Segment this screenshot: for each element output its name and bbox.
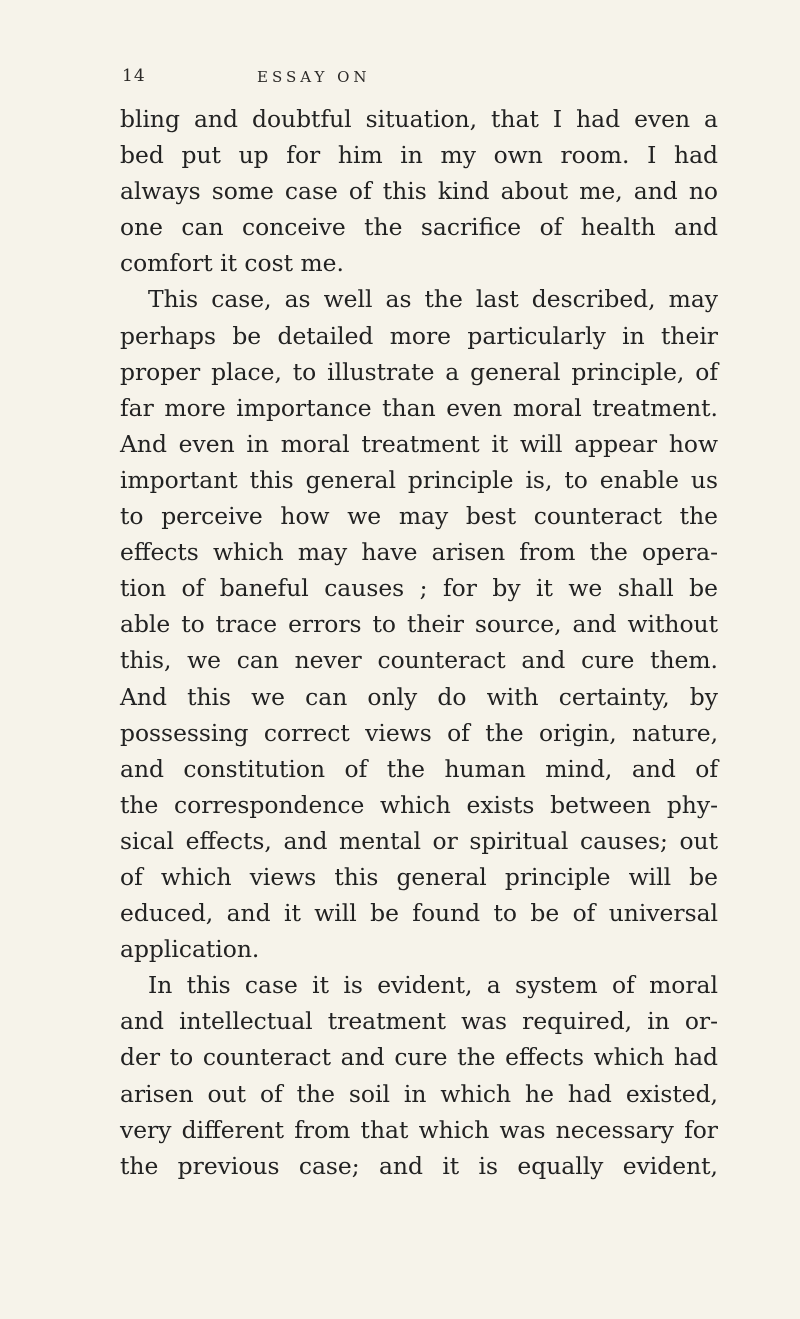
text-line: one can conceive the sacrifice of health and — [120, 213, 718, 242]
text-line: very different from that which was necessary for — [120, 1115, 718, 1144]
text-line: And even in moral treatment it will appear how — [120, 429, 718, 458]
text-line: important this general principle is, to enable us — [120, 465, 718, 494]
text-line: In this case it is evident, a system of moral — [148, 971, 718, 1000]
running-head — [122, 66, 712, 92]
text-line: always some case of this kind about me, and no — [120, 177, 718, 206]
text-line: tion of baneful causes ; for by it we shall be — [120, 574, 718, 603]
text-line: to perceive how we may best counteract the — [120, 502, 718, 531]
text-line: the correspondence which exists between phy- — [120, 790, 718, 819]
text-line: comfort it cost me. — [120, 249, 344, 278]
text-line: able to trace errors to their source, and without — [120, 610, 718, 639]
running-head-title: ESSAY ON — [257, 68, 371, 86]
text-line: arisen out of the soil in which he had existed, — [120, 1079, 718, 1108]
text-line: proper place, to illustrate a general principle, of — [120, 357, 718, 386]
text-line: educed, and it will be found to be of universal — [120, 899, 718, 928]
text-line: perhaps be detailed more particularly in their — [120, 321, 718, 350]
text-line: far more importance than even moral treatment. — [120, 393, 718, 422]
page-number: 14 — [122, 66, 146, 86]
text-line: this, we can never counteract and cure them. — [120, 646, 718, 675]
text-line: sical effects, and mental or spiritual causes; out — [120, 826, 718, 855]
text-line: and constitution of the human mind, and of — [120, 754, 718, 783]
text-line: and intellectual treatment was required, in or- — [120, 1007, 718, 1036]
body-text — [120, 101, 718, 1184]
text-line: bling and doubtful situation, that I had even a — [120, 105, 718, 133]
text-line: possessing correct views of the origin, nature, — [120, 718, 718, 747]
text-line: This case, as well as the last described, may — [148, 285, 718, 314]
text-line: application. — [120, 935, 260, 964]
text-line: der to counteract and cure the effects which had — [120, 1043, 718, 1072]
text-line: And this we can only do with certainty, by — [120, 682, 718, 711]
text-line: the previous case; and it is equally evident, — [120, 1151, 718, 1180]
text-line: of which views this general principle will be — [120, 862, 718, 891]
text-line: effects which may have arisen from the opera- — [120, 538, 718, 567]
text-line: bed put up for him in my own room. I had — [120, 141, 718, 170]
